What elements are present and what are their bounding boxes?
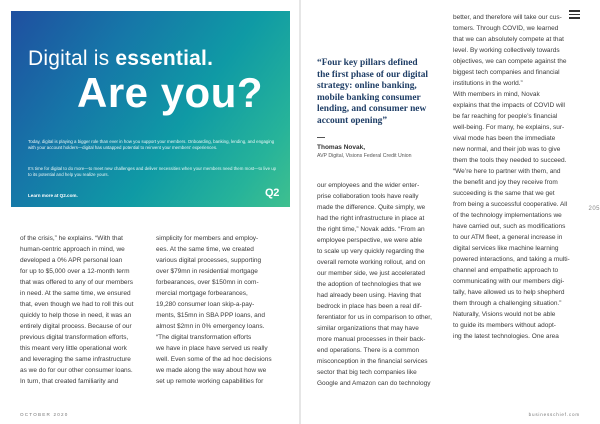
text-line: human-centric approach in mind, we xyxy=(20,246,125,253)
text-line: had already been using. Having that xyxy=(317,292,422,299)
text-line: more manual processes in their back- xyxy=(317,336,426,343)
text-line: to scale up very quickly regarding the xyxy=(317,248,425,255)
text-line: well-being. For many, he explains, sur- xyxy=(453,124,565,131)
text-line: “Four key pillars defined xyxy=(317,58,418,68)
text-line: have carried out, such as modifications xyxy=(453,223,566,230)
text-line: we made along the way about how we xyxy=(156,367,267,374)
text-line: the benefit and joy they receive from xyxy=(453,179,558,186)
text-line: developed a 0% APR personal loan xyxy=(20,257,123,264)
text-line: explains that the impacts of COVID will xyxy=(453,102,565,109)
text-line: we have in place have served us really xyxy=(156,345,268,352)
text-line: similar organizations that may have xyxy=(317,325,419,332)
text-line: this meant very little operational work xyxy=(20,345,127,352)
text-line: simplicity for members and employ- xyxy=(156,235,259,242)
text-line: bedrock in place has been a real dif- xyxy=(317,303,422,310)
text-line: as we do for our other consumer loans. xyxy=(20,367,133,374)
left-column-1 xyxy=(20,233,142,387)
q2-advertisement[interactable] xyxy=(11,11,290,207)
text-line: of the technology implementations we xyxy=(453,212,562,219)
text-line: “The digital transformation efforts xyxy=(156,334,252,341)
text-line: of the crisis,” he explains. “With that xyxy=(20,235,123,242)
text-line: Naturally, Visions would not be able xyxy=(453,311,556,318)
text-line: almost $2mn in 0% emergency loans. xyxy=(156,323,265,330)
text-line: better, and therefore will take our cus- xyxy=(453,14,562,21)
text-line: account opening” xyxy=(317,115,388,126)
text-line: over $79mn in residential mortgage xyxy=(156,268,258,275)
ad-paragraph-2: It’s time for digital to do more—to meet new challenges and deliver necessities when your members need them most—to live up to its potential and help you realize yours. xyxy=(28,166,277,178)
quote-divider xyxy=(317,137,325,138)
text-line: Google and Amazon can do technology xyxy=(317,380,431,387)
left-column-2 xyxy=(156,233,278,387)
text-line: that we can absolutely compete at that xyxy=(453,36,564,43)
text-line: mobile banking consumer xyxy=(317,92,421,103)
right-column-2 xyxy=(453,12,579,342)
text-line: them the tools they needed to succeed. xyxy=(453,157,567,164)
text-line: new normal, and their job was to give xyxy=(453,146,561,153)
text-line: and leveraging the same infrastructure xyxy=(20,356,131,363)
quote-author: Thomas Novak, xyxy=(317,144,366,151)
text-line: tomers. Through COVID, we learned xyxy=(453,25,559,32)
text-line: made the difference. Quite simply, we xyxy=(317,204,426,211)
text-line: to guide its members without adopt- xyxy=(453,322,556,329)
text-line: set up remote working capabilities for xyxy=(156,378,264,385)
text-line: channel and empathetic approach to xyxy=(453,267,559,274)
text-line: well. Even some of the ad hoc decisions xyxy=(156,356,272,363)
text-line: our member side, we just accelerated xyxy=(317,270,426,277)
text-line: In turn, that created familiarity and xyxy=(20,378,119,385)
pull-quote xyxy=(317,58,445,160)
text-line: vival mode has been the immediate xyxy=(453,135,556,142)
text-line: quickly to help those in need, it was an xyxy=(20,312,132,319)
text-line: be far reaching for people’s financial xyxy=(453,113,558,120)
text-line: them through a challenging situation.” xyxy=(453,300,562,307)
text-line: communicating with our members digi- xyxy=(453,278,565,285)
text-line: to our ATM fleet, a general increase in xyxy=(453,234,563,241)
q2-logo: Q2 xyxy=(265,187,280,199)
text-line: With members in mind, Novak xyxy=(453,91,540,98)
text-line: had the right infrastructure in place at xyxy=(317,215,425,222)
text-line: the right time,” Novak adds. “From an xyxy=(317,226,425,233)
right-page xyxy=(301,0,600,424)
text-line: level. By working collectively towards xyxy=(453,47,560,54)
text-line: from being a successful cooperative. All xyxy=(453,201,568,208)
text-line: that was offered to any of our members xyxy=(20,279,133,286)
text-line: employee perspective, we were able xyxy=(317,237,423,244)
text-line: that, even though we had to roll this out xyxy=(20,301,134,308)
text-line: prise collaboration tools have really xyxy=(317,193,419,200)
pull-quote-text xyxy=(317,58,445,127)
text-line: our employees and the wider enter- xyxy=(317,182,420,189)
text-line: “We’re here to partner with them, and xyxy=(453,168,561,175)
text-line: entirely digital process. Because of our xyxy=(20,323,132,330)
ad-link[interactable]: Learn more at Q2.com. xyxy=(28,193,78,198)
text-line: for up to $5,000 over a 12-month term xyxy=(20,268,130,275)
text-line: in need. At the same time, we ensured xyxy=(20,290,131,297)
text-line: end operations. There is a common xyxy=(317,347,420,354)
ad-subheadline: Are you? xyxy=(77,69,264,116)
text-line: sector that big tech companies like xyxy=(317,369,417,376)
text-line: ing the latest technologies. One area xyxy=(453,333,559,340)
footer-issue-date: OCTOBER 2020 xyxy=(20,412,69,417)
text-line: previous digital transformation efforts, xyxy=(20,334,129,341)
footer-website: businesschief.com xyxy=(528,412,580,417)
ad-paragraph-1: Today, digital is playing a bigger role than ever in how you support your members. Onboarding, banking, lending, and engaging with your account holders—digital has untapped potential to reinvent your members’ experiences. xyxy=(28,139,275,151)
text-line: powered interactions, and taking a multi- xyxy=(453,256,570,263)
text-line: the adoption of technologies that we xyxy=(317,281,422,288)
text-line: various digital processes, supporting xyxy=(156,257,262,264)
text-line: objectives, we can compete against the xyxy=(453,58,567,65)
text-line: ments, $15mn in SBA PPP loans, and xyxy=(156,312,266,319)
text-line: 19,280 consumer loan skip-a-pay- xyxy=(156,301,255,308)
text-line: tally, have allowed us to help shepherd xyxy=(453,289,565,296)
text-line: succeeding is the same that we get xyxy=(453,190,555,197)
text-line: lending, and consumer new xyxy=(317,104,427,114)
text-line: institutions in the world.” xyxy=(453,80,523,87)
page-number: 205 xyxy=(588,206,600,212)
text-line: overall remote working rollout, and on xyxy=(317,259,426,266)
left-page xyxy=(0,0,299,424)
ad-headline: Digital is essential. xyxy=(28,47,214,70)
text-line: ferentiator for us in comparison to other, xyxy=(317,314,432,321)
text-line: strategy: online banking, xyxy=(317,81,417,91)
text-line: the first phase of our digital xyxy=(317,69,429,80)
text-line: digital services like machine learning xyxy=(453,245,559,252)
right-column-1 xyxy=(317,180,439,389)
text-line: biggest tech companies and financial xyxy=(453,69,560,76)
text-line: misconception in the financial services xyxy=(317,358,428,365)
text-line: mercial mortgage forbearances, xyxy=(156,290,248,297)
quote-author-role: AVP Digital, Visions Federal Credit Union xyxy=(317,153,412,159)
text-line: forbearances, over $150mn in com- xyxy=(156,279,259,286)
text-line: ees. At the same time, we created xyxy=(156,246,254,253)
